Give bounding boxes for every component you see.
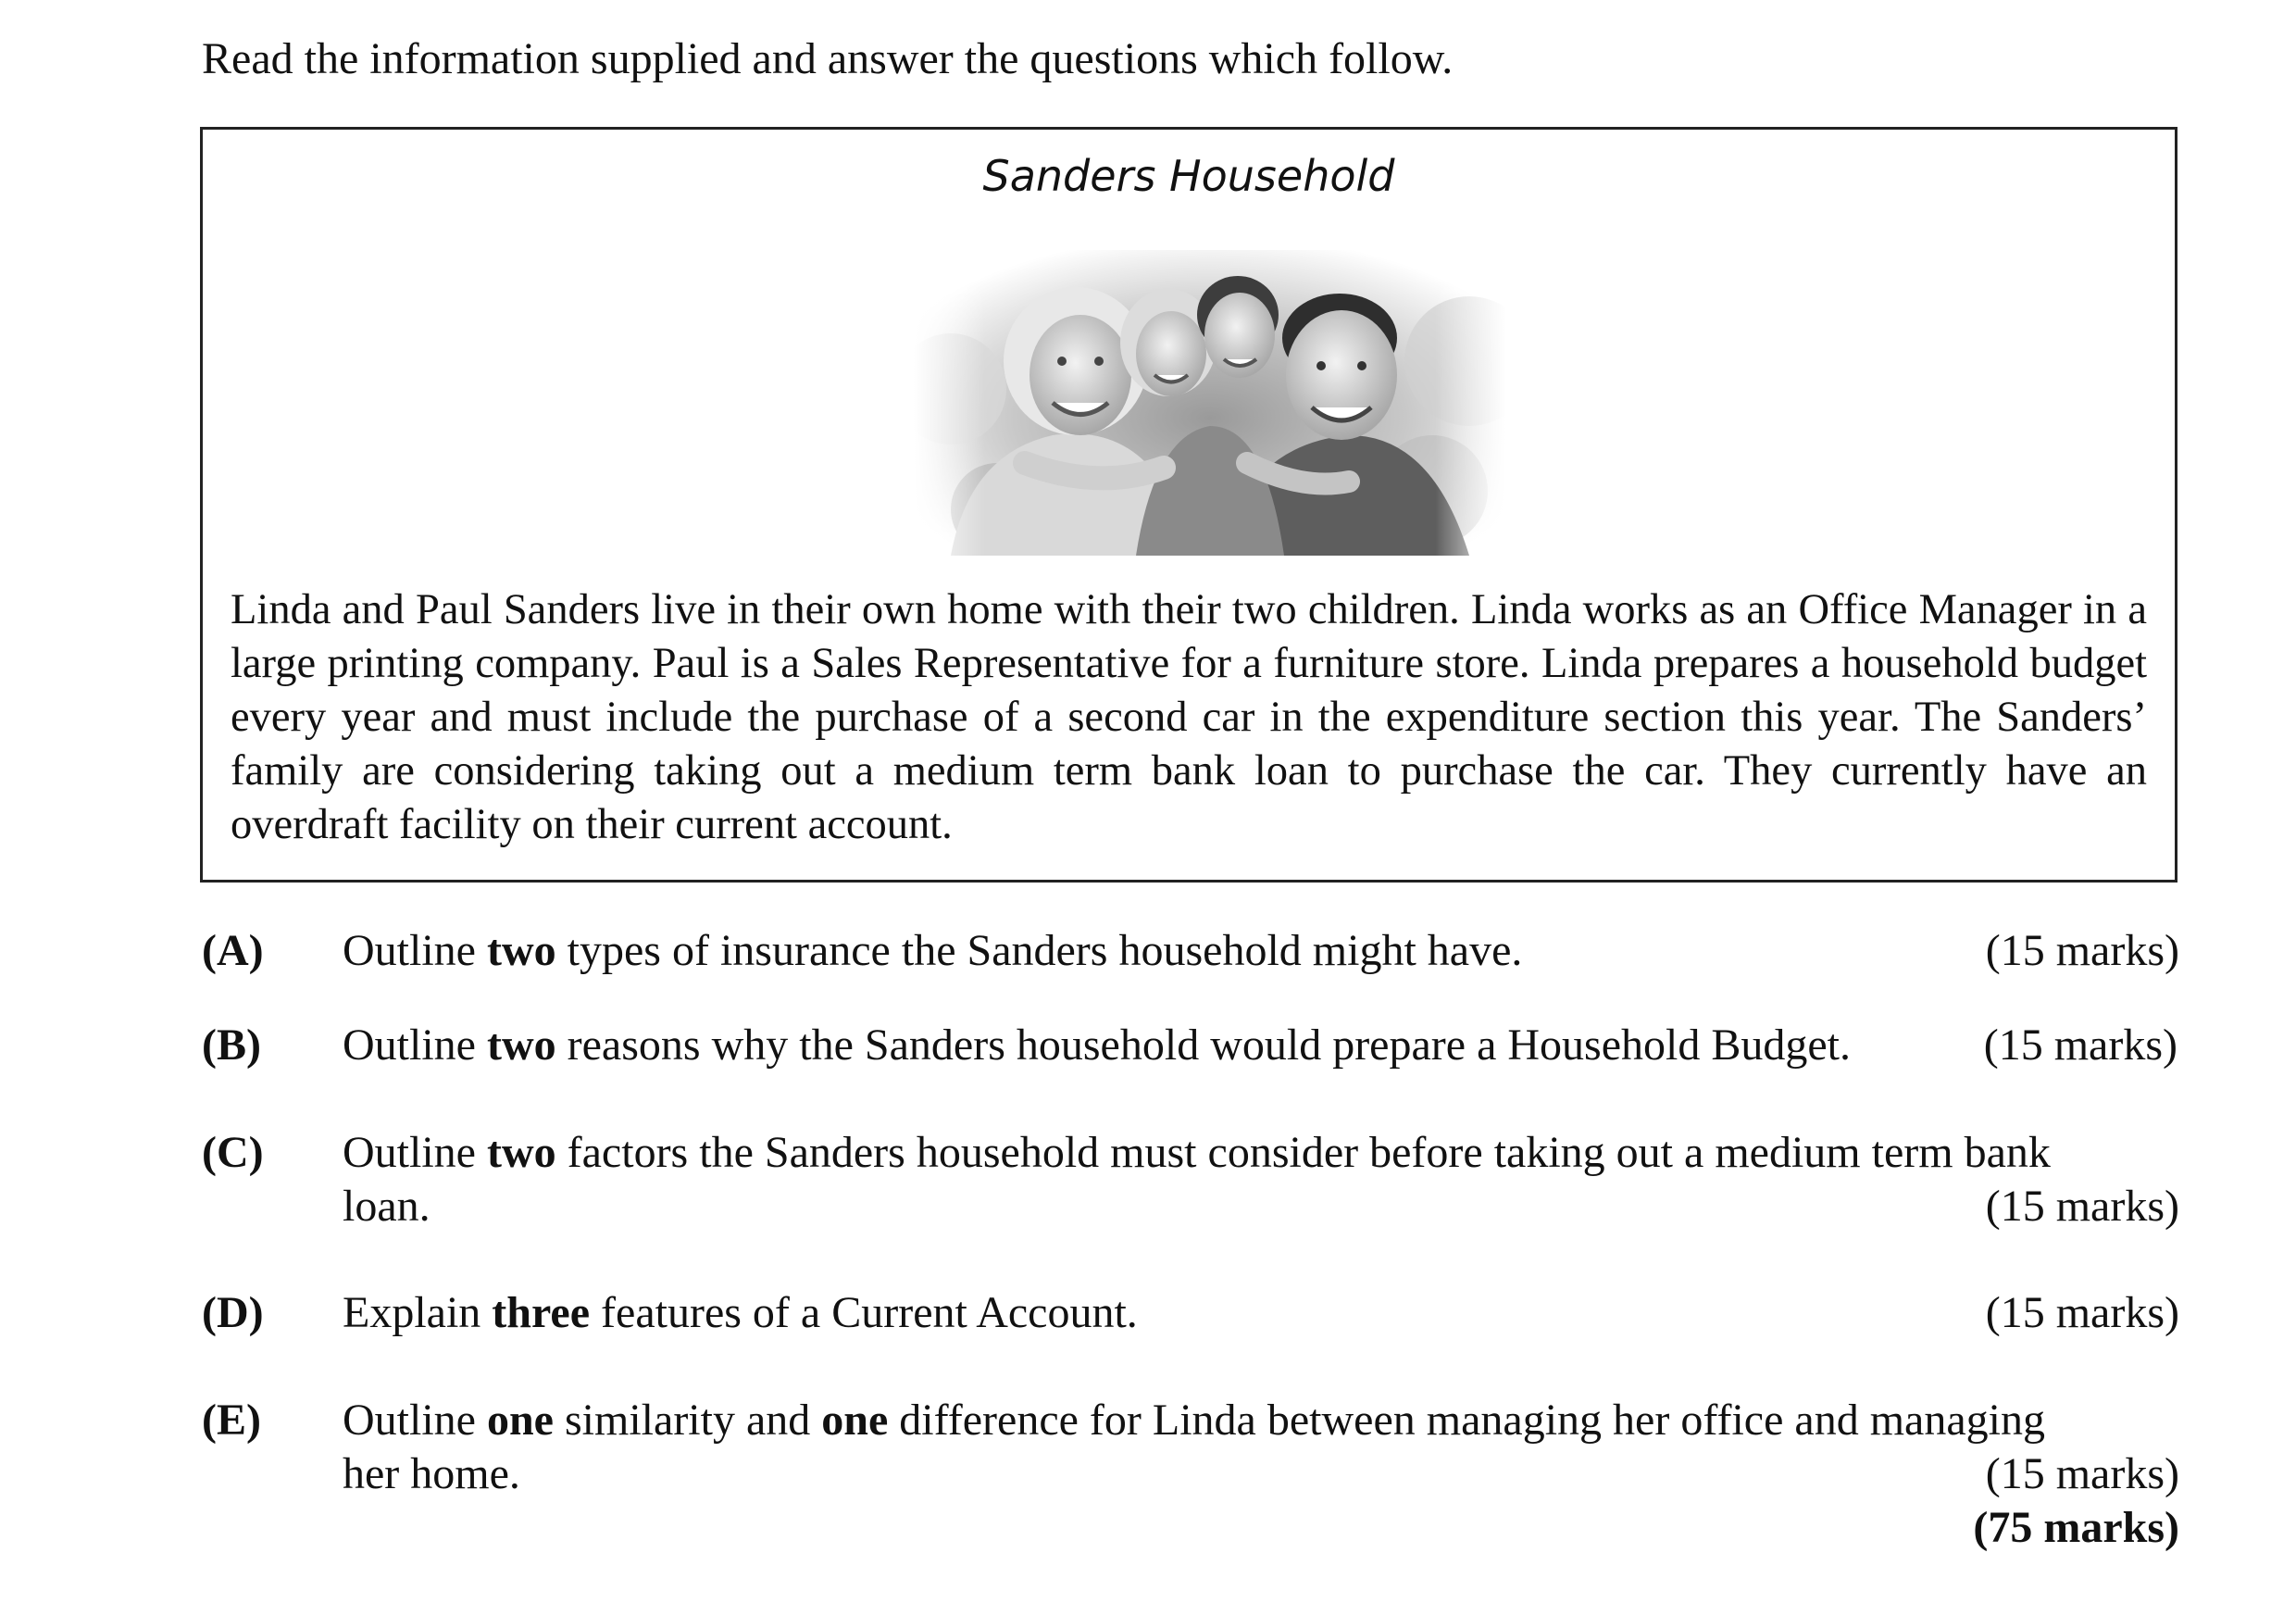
question-marks: (15 marks) xyxy=(1985,1182,2179,1231)
question-text: Outline two factors the Sanders household must consider before taking out a medium term bank xyxy=(343,1128,2051,1177)
question-text-line2: her home. xyxy=(343,1449,520,1498)
question-letter: (A) xyxy=(202,926,264,975)
question-marks: (15 marks) xyxy=(1985,1288,2179,1337)
box-title: Sanders Household xyxy=(982,151,1395,201)
question-text-line2: loan. xyxy=(343,1182,430,1231)
family-photo xyxy=(914,250,1506,556)
total-marks: (75 marks) xyxy=(1973,1503,2179,1552)
question-text: Outline two types of insurance the Sanders household might have. xyxy=(343,926,1523,975)
question-text: Outline two reasons why the Sanders household would prepare a Household Budget. xyxy=(343,1020,1852,1070)
question-letter: (C) xyxy=(202,1128,264,1177)
question-text: Outline one similarity and one difference for Linda between managing her office and managing xyxy=(343,1396,2045,1445)
scenario-paragraph: Linda and Paul Sanders live in their own home with their two children. Linda works as an Office Manager in a large printing company. Paul is a Sales Representative for a furniture store. Linda prepares a household budget every year and must include the purchase of a second car in the expenditure section this year. The Sanders’ family are considering taking out a medium term bank loan to purchase the car. They currently have an overdraft facility on their current account. xyxy=(231,586,2147,848)
question-letter: (B) xyxy=(202,1020,261,1070)
question-marks: (15 marks) xyxy=(1983,1020,2177,1070)
information-box xyxy=(200,127,2177,883)
question-letter: (E) xyxy=(202,1396,261,1445)
question-marks: (15 marks) xyxy=(1985,926,2179,975)
question-text: Explain three features of a Current Account. xyxy=(343,1288,1138,1337)
question-letter: (D) xyxy=(202,1288,264,1337)
instruction-text: Read the information supplied and answer the questions which follow. xyxy=(202,34,1454,83)
question-marks: (15 marks) xyxy=(1985,1449,2179,1498)
